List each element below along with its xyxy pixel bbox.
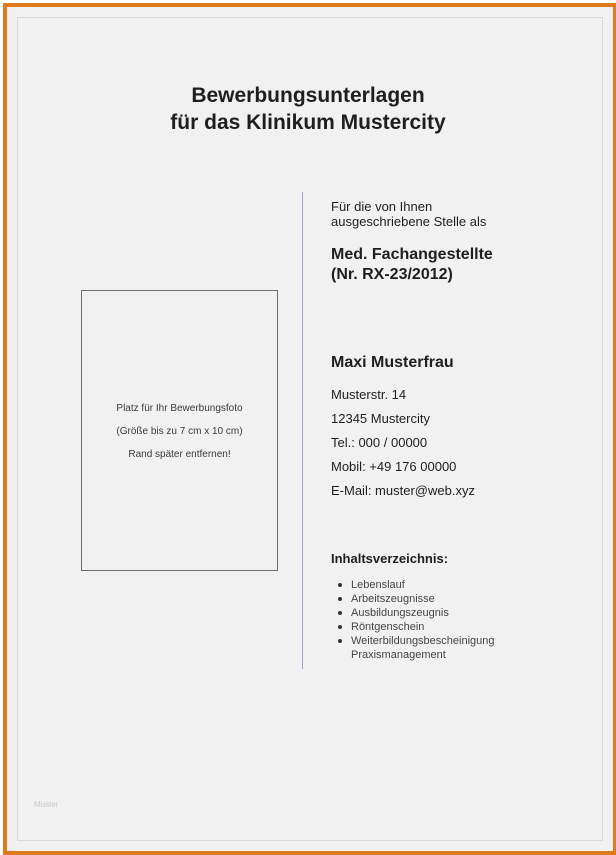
title-line-1: Bewerbungsunterlagen: [191, 84, 425, 107]
photo-note-2: (Größe bis zu 7 cm x 10 cm): [116, 426, 243, 437]
toc-heading: Inhaltsverzeichnis:: [331, 551, 449, 566]
intro-line-1: Für die von Ihnen: [331, 199, 433, 214]
toc-item: Lebenslauf: [331, 578, 495, 592]
toc-item: Arbeitszeugnisse: [331, 592, 495, 606]
vertical-divider: [302, 192, 303, 669]
contact-phone: Tel.: 000 / 00000: [331, 435, 428, 450]
watermark: Muster: [34, 800, 59, 809]
photo-note-1: Platz für Ihr Bewerbungsfoto: [116, 403, 243, 414]
title-line-2: für das Klinikum Mustercity: [170, 111, 446, 134]
contact-city: 12345 Mustercity: [331, 411, 430, 426]
contact-mobile: Mobil: +49 176 00000: [331, 459, 457, 474]
toc-item: Weiterbildungsbescheinigung: [331, 634, 495, 648]
toc-item: Ausbildungszeugnis: [331, 606, 495, 620]
photo-placeholder-text: [82, 403, 277, 472]
position-title: Med. Fachangestellte: [331, 246, 493, 263]
contact-email: E-Mail: muster@web.xyz: [331, 483, 475, 498]
position-reference: (Nr. RX-23/2012): [331, 266, 453, 283]
photo-placeholder-box: [81, 290, 278, 571]
intro-text: [331, 199, 486, 229]
job-position: [331, 245, 493, 285]
intro-line-2: ausgeschriebene Stelle als: [331, 214, 487, 229]
toc-list: [331, 578, 495, 662]
applicant-name: Maxi Musterfrau: [331, 354, 454, 371]
toc-item: Röntgenschein: [331, 620, 495, 634]
toc-item: Praxismanagement: [351, 649, 446, 661]
document-title: [0, 82, 616, 136]
contact-street: Musterstr. 14: [331, 387, 407, 402]
contact-block: [331, 383, 475, 503]
photo-note-3: Rand später entfernen!: [128, 449, 231, 460]
